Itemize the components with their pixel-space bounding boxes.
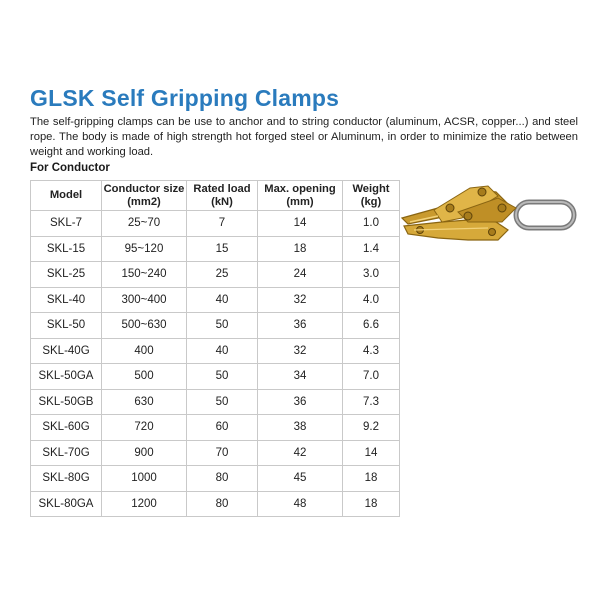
cell-weight: 4.0 xyxy=(343,287,400,313)
cell-rated-load: 40 xyxy=(187,338,258,364)
table-row xyxy=(31,466,400,492)
cell-max-opening: 36 xyxy=(258,313,343,339)
table-row xyxy=(31,287,400,313)
cell-conductor-size: 720 xyxy=(102,415,187,441)
cell-model: SKL-70G xyxy=(31,440,102,466)
cell-model: SKL-15 xyxy=(31,236,102,262)
table-row xyxy=(31,415,400,441)
cell-model: SKL-60G xyxy=(31,415,102,441)
cell-weight: 14 xyxy=(343,440,400,466)
cell-conductor-size: 630 xyxy=(102,389,187,415)
header-model: Model xyxy=(31,181,102,211)
table-row xyxy=(31,236,400,262)
table-row xyxy=(31,491,400,517)
spec-table-body xyxy=(31,211,400,517)
cell-rated-load: 50 xyxy=(187,364,258,390)
page-title: GLSK Self Gripping Clamps xyxy=(30,85,340,111)
clamp-product-icon xyxy=(398,178,582,258)
spec-table xyxy=(30,180,400,517)
cell-max-opening: 48 xyxy=(258,491,343,517)
cell-max-opening: 36 xyxy=(258,389,343,415)
table-row xyxy=(31,211,400,237)
cell-weight: 7.0 xyxy=(343,364,400,390)
cell-conductor-size: 900 xyxy=(102,440,187,466)
cell-max-opening: 42 xyxy=(258,440,343,466)
table-row xyxy=(31,262,400,288)
header-conductor-size: Conductor size (mm2) xyxy=(102,181,187,211)
cell-model: SKL-50GA xyxy=(31,364,102,390)
cell-model: SKL-80G xyxy=(31,466,102,492)
cell-rated-load: 80 xyxy=(187,466,258,492)
cell-conductor-size: 300~400 xyxy=(102,287,187,313)
cell-max-opening: 32 xyxy=(258,287,343,313)
cell-weight: 6.6 xyxy=(343,313,400,339)
cell-rated-load: 80 xyxy=(187,491,258,517)
cell-rated-load: 15 xyxy=(187,236,258,262)
cell-model: SKL-80GA xyxy=(31,491,102,517)
cell-model: SKL-7 xyxy=(31,211,102,237)
cell-model: SKL-40G xyxy=(31,338,102,364)
cell-model: SKL-50GB xyxy=(31,389,102,415)
cell-weight: 3.0 xyxy=(343,262,400,288)
table-row xyxy=(31,389,400,415)
cell-max-opening: 14 xyxy=(258,211,343,237)
cell-max-opening: 34 xyxy=(258,364,343,390)
cell-conductor-size: 1000 xyxy=(102,466,187,492)
cell-max-opening: 38 xyxy=(258,415,343,441)
cell-model: SKL-40 xyxy=(31,287,102,313)
cell-rated-load: 60 xyxy=(187,415,258,441)
cell-max-opening: 32 xyxy=(258,338,343,364)
cell-conductor-size: 1200 xyxy=(102,491,187,517)
product-description: The self-gripping clamps can be use to anchor and to string conductor (aluminum, ACSR, copper...) and steel rope. The body is made of high strength hot forged steel or Aluminum, in order to minimize the ratio between weight and working load. xyxy=(30,116,578,158)
cell-max-opening: 24 xyxy=(258,262,343,288)
cell-conductor-size: 95~120 xyxy=(102,236,187,262)
table-row xyxy=(31,313,400,339)
header-max-opening: Max. opening (mm) xyxy=(258,181,343,211)
cell-weight: 9.2 xyxy=(343,415,400,441)
cell-rated-load: 70 xyxy=(187,440,258,466)
cell-rated-load: 50 xyxy=(187,313,258,339)
cell-conductor-size: 400 xyxy=(102,338,187,364)
cell-model: SKL-25 xyxy=(31,262,102,288)
section-label: For Conductor xyxy=(30,162,110,174)
cell-conductor-size: 150~240 xyxy=(102,262,187,288)
table-row xyxy=(31,440,400,466)
cell-weight: 18 xyxy=(343,466,400,492)
cell-conductor-size: 500 xyxy=(102,364,187,390)
cell-max-opening: 45 xyxy=(258,466,343,492)
cell-weight: 7.3 xyxy=(343,389,400,415)
cell-weight: 1.0 xyxy=(343,211,400,237)
table-row xyxy=(31,338,400,364)
table-header-row xyxy=(31,181,400,211)
cell-rated-load: 40 xyxy=(187,287,258,313)
cell-rated-load: 50 xyxy=(187,389,258,415)
cell-conductor-size: 25~70 xyxy=(102,211,187,237)
header-weight: Weight (kg) xyxy=(343,181,400,211)
cell-max-opening: 18 xyxy=(258,236,343,262)
cell-conductor-size: 500~630 xyxy=(102,313,187,339)
cell-rated-load: 25 xyxy=(187,262,258,288)
cell-rated-load: 7 xyxy=(187,211,258,237)
cell-model: SKL-50 xyxy=(31,313,102,339)
cell-weight: 1.4 xyxy=(343,236,400,262)
header-rated-load: Rated load (kN) xyxy=(187,181,258,211)
table-row xyxy=(31,364,400,390)
cell-weight: 4.3 xyxy=(343,338,400,364)
cell-weight: 18 xyxy=(343,491,400,517)
